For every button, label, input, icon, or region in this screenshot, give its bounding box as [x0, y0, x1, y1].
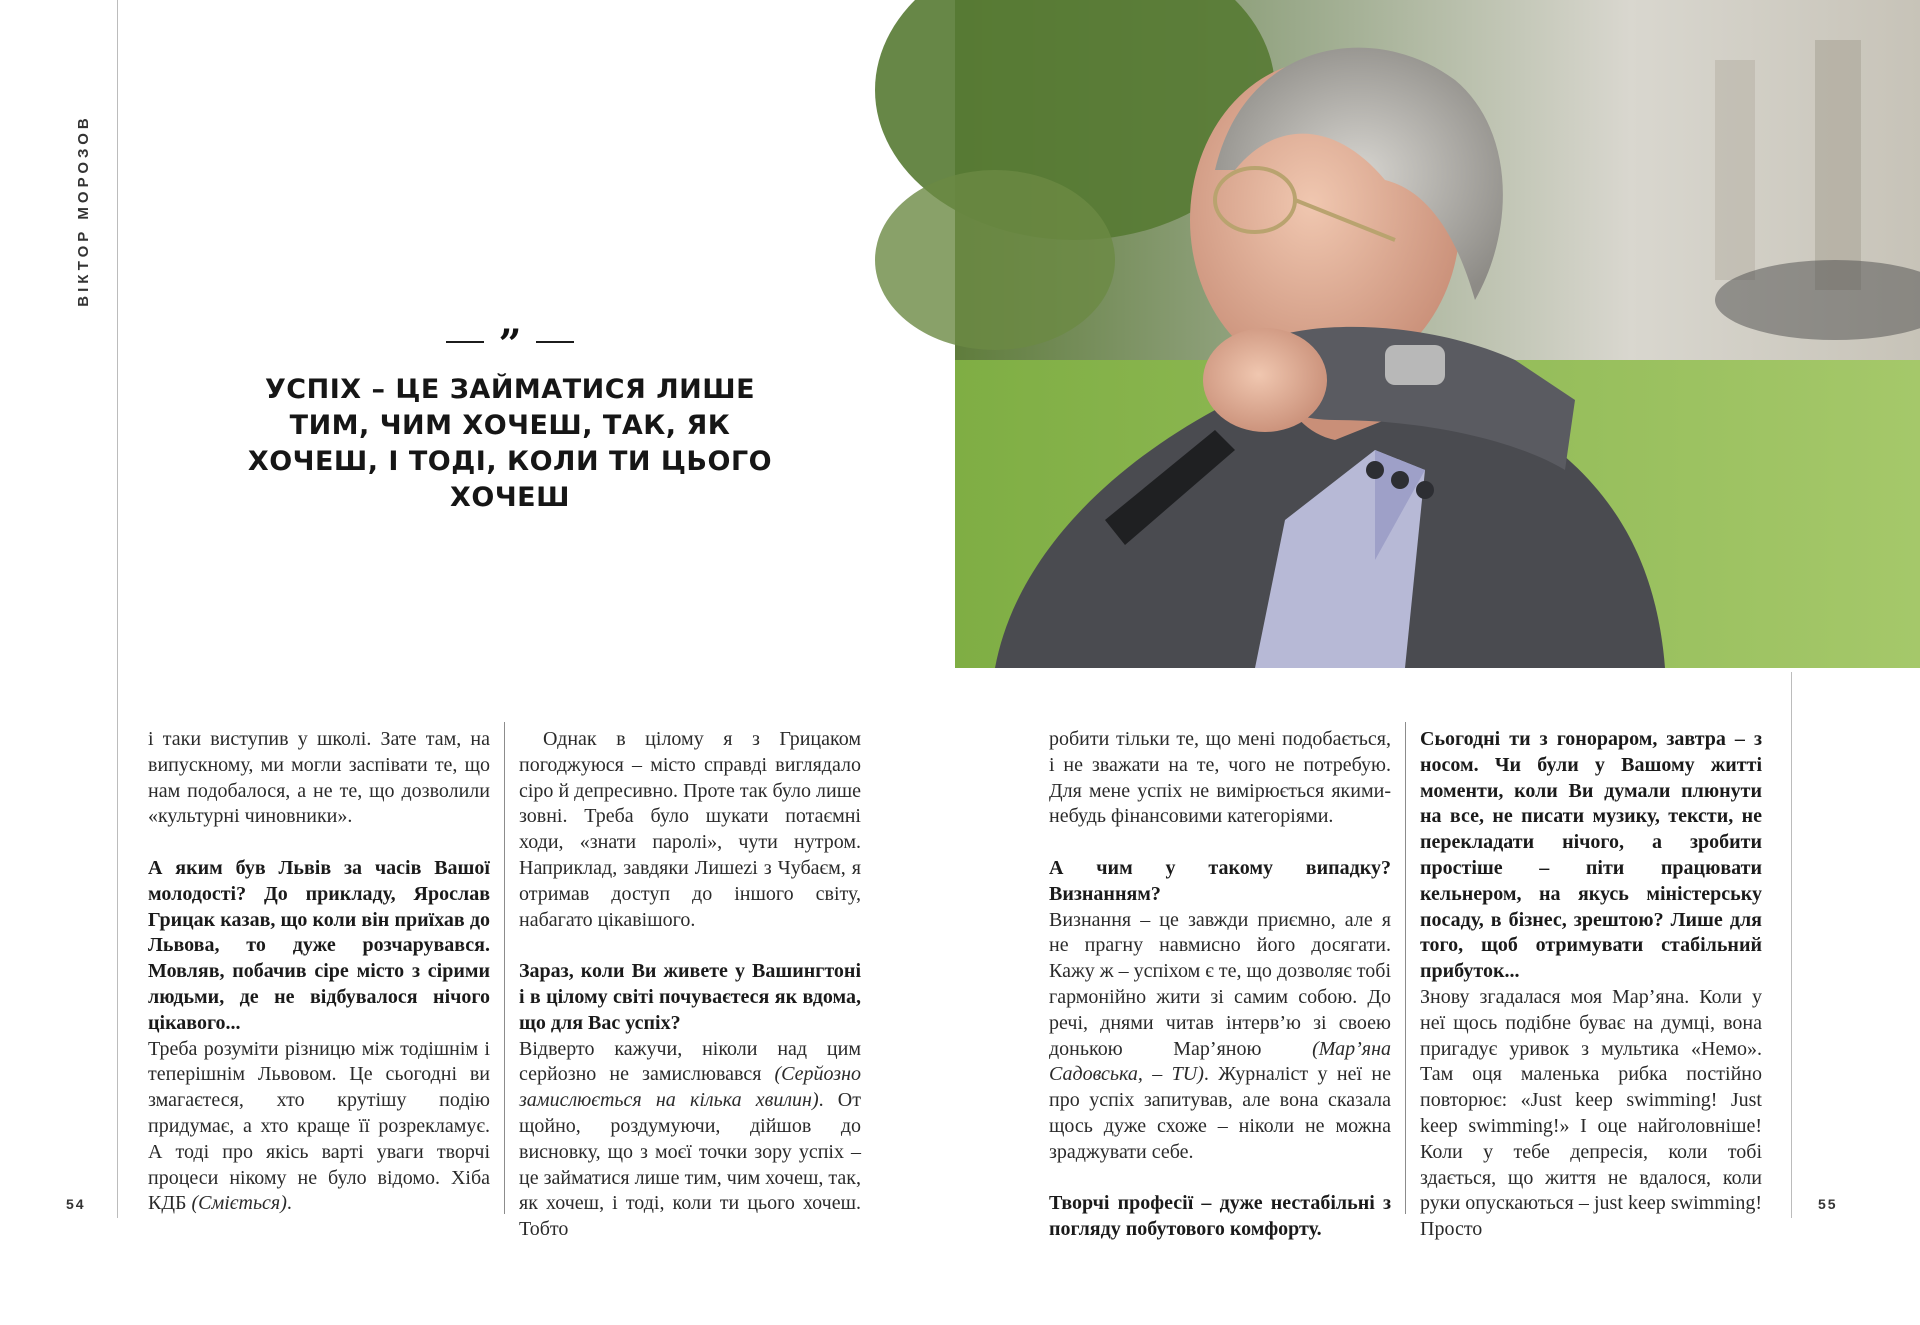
paragraph-body: робити тільки те, що мені подобається, і не зважати на те, чого не потребую. Для мене успіх не вимірюється якими-небудь фінансовими категоріями. — [1049, 728, 1391, 828]
paragraph-question: А чим у такому випадку? Визнанням? — [1049, 856, 1391, 905]
stage-note: (Серйозно замислюється на кілька хвилин) — [519, 1063, 861, 1112]
paragraph-question: А яким був Львів за часів Вашої молодості? До прикладу, Ярослав Грицак казав, що коли він приїхав до Львова, то дуже розчарувався. Мовляв, побачив сіре місто з сірими людьми, де не відбувалося нічого цікавого... — [148, 856, 490, 1034]
paragraph-body: Визнання – це завжди приємно, але я не прагну навмисно його досягати. Кажу ж – успіхом є те, що дозволяє тобі гармонійно жити зі самим собою. До речі, днями читав інтерв’ю зі своею донькою Мар’яною (Мар’яна Садовська, – TU). Журналіст у неї не про успіх запитував, але вона сказала щось дуже схоже – ніколи не можна зраджувати себе. — [1049, 908, 1392, 1163]
page-number-left: 54 — [66, 1196, 86, 1212]
right-page-rule — [1791, 672, 1792, 1218]
paragraph-body: Відверто кажучи, ніколи над цим серйозно не замислювався (Серйозно замислюється на кілька хвилин). От щойно, роздумуючи, дійшов до висновку, що з моєї точки зору успіх – це займатися лише тим, чим хочеш, так, як хочеш, і тоді, коли ти цього хочеш. Тобто — [519, 1037, 861, 1241]
paragraph-body: Треба розуміти різницю між тодішнім і теперішнім Львовом. Це сьогодні ви змагаєтеся, хто крутішу подію придумає, а хто краще її розрекламує. А тоді про якісь варті уваги творчі процеси нікому не було відомо. Хіба КДБ (Сміється). — [148, 1037, 490, 1215]
quote-ornament — [420, 321, 600, 368]
quote-mark-icon: ” — [498, 321, 522, 368]
column-rule — [1405, 722, 1406, 1214]
quote-dash-right — [536, 341, 574, 343]
paragraph-body: Однак в цілому я з Грицаком погоджуюся – місто справді виглядало сіро й депресивно. Проте так було лише зовні. Треба було шукати потаємні ходи, «знати паролі», чути нутром. Наприклад, завдяки Лишеzі з Чубаєм, я отримав доступ до іншого світу, набагато цікавішого. — [519, 728, 861, 931]
text-column-3 — [1049, 727, 1392, 1241]
column-rule — [504, 722, 505, 1214]
author-name-text: ВІКТОР МОРОЗОВ — [74, 113, 92, 307]
page-number-right: 55 — [1818, 1196, 1838, 1212]
paragraph-question: Творчі професії – дуже нестабільні з погляду побутового комфорту. — [1049, 1192, 1391, 1241]
paragraph-question: Зараз, коли Ви живете у Вашингтоні і в цілому світі почуваєтеся як вдома, що для Вас успіх? — [519, 960, 861, 1034]
text-column-4 — [1420, 727, 1762, 1241]
paragraph-body: і таки виступив у школі. Зате там, на випускному, ми могли заспівати те, що нам подобалося, а не те, що дозволили «культурні чиновники». — [148, 728, 490, 828]
stage-note: (Сміється) — [191, 1192, 287, 1215]
pull-quote: УСПІХ – ЦЕ ЗАЙМАТИСЯ ЛИШЕ ТИМ, ЧИМ ХОЧЕШ, ТАК, ЯК ХОЧЕШ, І ТОДІ, КОЛИ ТИ ЦЬОГО ХОЧЕШ — [247, 374, 773, 513]
stage-note: (Мар’яна Садовська, – TU) — [1049, 1037, 1392, 1086]
quote-dash-left — [446, 341, 484, 343]
author-name-vertical — [38, 90, 128, 330]
paragraph-question: Сьогодні ти з гонораром, завтра – з носом. Чи були у Вашому житті моменти, коли Ви думали плюнути на все, не писати музику, тексти, не перекладати нічого, а зробити простіше – піти працювати кельнером, на якусь міністерську посаду, в бізнес, зрештою? Лише для того, щоб отримувати стабільний прибуток... — [1420, 728, 1762, 983]
left-page-rule — [117, 0, 118, 1218]
text-column-2 — [519, 727, 861, 1241]
text-column-1 — [148, 727, 490, 1219]
portrait-photo — [955, 0, 1920, 668]
paragraph-body: Знову згадалася моя Мар’яна. Коли у неї щось подібне буває на думці, вона пригадує уривок з мультика «Немо». Там оця маленька рибка постійно повторює: «Just keep swimming! Just keep swimming!» І оце найголовніше! Коли у тебе депресія, коли тобі здається, що життя не вдалося, коли руки опускаються – just keep swimming! Просто — [1420, 985, 1762, 1241]
